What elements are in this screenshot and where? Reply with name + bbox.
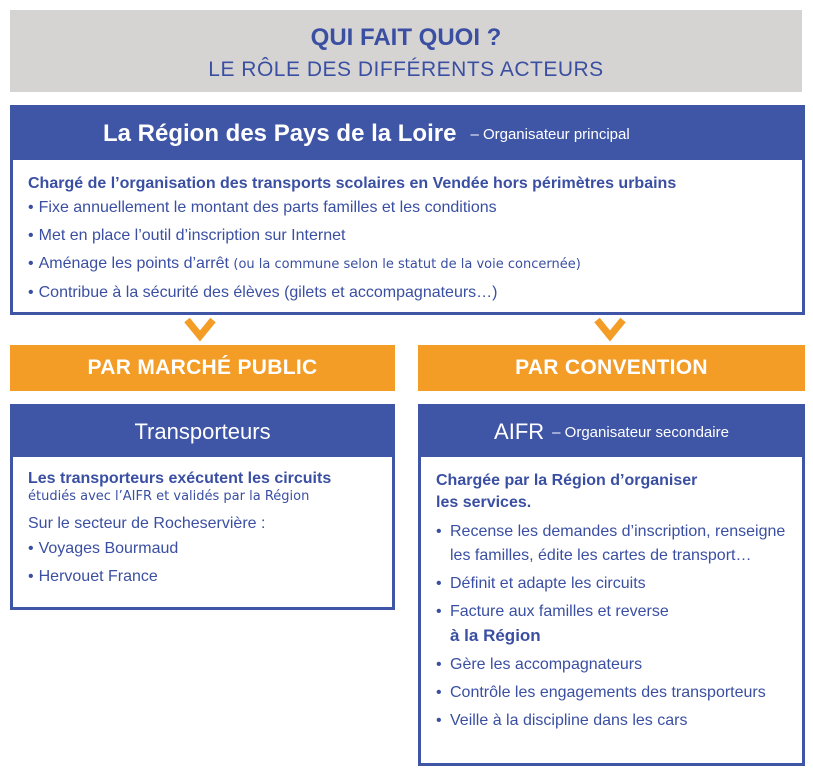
aifr-lead: [436, 470, 802, 514]
region-item-text: Fixe annuellement le montant des parts familles et les conditions: [38, 199, 497, 216]
transporteur-name: Voyages Bourmaud: [38, 540, 179, 557]
transporteurs-lead: Les transporteurs exécutent les circuits: [28, 470, 332, 487]
band-label: PAR MARCHÉ PUBLIC: [87, 356, 318, 379]
list-item: [436, 653, 802, 677]
transporteur-name: Hervouet France: [38, 568, 158, 585]
aifr-lead-line2: les services.: [436, 494, 532, 511]
aifr-item-text: Définit et adapte les circuits: [450, 575, 646, 592]
region-role: – Organisateur principal: [470, 125, 630, 143]
band-marche-public: [10, 345, 395, 391]
list-item: [436, 600, 802, 649]
band-label: PAR CONVENTION: [515, 356, 708, 379]
aifr-item-text: Veille à la discipline dans les cars: [450, 712, 688, 729]
region-lead: Chargé de l’organisation des transports scolaires en Vendée hors périmètres urbains: [28, 175, 677, 192]
aifr-item-text: Gère les accompagnateurs: [450, 656, 643, 673]
page-subtitle: LE RÔLE DES DIFFÉRENTS ACTEURS: [208, 58, 604, 81]
aifr-item-text: Recense les demandes d’inscription, renseigne les familles, édite les cartes de transport…: [450, 523, 786, 564]
down-chevron-icon: [183, 316, 217, 344]
aifr-card: [418, 404, 805, 766]
transporteurs-note: étudiés avec l’AIFR et validés par la Région: [28, 489, 310, 504]
list-item: [436, 681, 802, 705]
list-item: [436, 709, 802, 733]
band-convention: [418, 345, 805, 391]
transporteurs-header: [13, 407, 392, 457]
list-item: [28, 222, 802, 250]
transporteurs-name: Transporteurs: [134, 419, 271, 444]
region-item-text: Contribue à la sécurité des élèves (gilets et accompagnateurs…): [38, 284, 498, 301]
transporteurs-sector: Sur le secteur de Rocheservière :: [28, 515, 266, 532]
region-header: [13, 108, 802, 160]
region-item-text: Met en place l’outil d’inscription sur Internet: [38, 227, 346, 244]
aifr-item-text: Facture aux familles et reverse: [450, 603, 669, 620]
aifr-lead-line1: Chargée par la Région d’organiser: [436, 472, 698, 489]
list-item: [28, 535, 392, 563]
aifr-header: [421, 407, 802, 457]
transporteurs-card: [10, 404, 395, 610]
transporteurs-body: [13, 457, 392, 591]
list-item: [436, 572, 802, 596]
title-banner: [10, 10, 802, 92]
region-box: [10, 105, 805, 315]
page-title: QUI FAIT QUOI ?: [310, 24, 502, 51]
region-name: La Région des Pays de la Loire: [103, 120, 457, 147]
list-item: [28, 194, 802, 222]
list-item: [436, 520, 802, 568]
list-item: [28, 250, 802, 279]
transporteurs-list: [28, 535, 392, 591]
list-item: [28, 279, 802, 307]
aifr-list: [436, 520, 802, 733]
aifr-role: – Organisateur secondaire: [552, 423, 729, 441]
aifr-item-text: Contrôle les engagements des transporteurs: [450, 684, 766, 701]
aifr-item-tail: à la Région: [450, 626, 541, 645]
region-list: [28, 194, 802, 307]
list-item: [28, 563, 392, 591]
down-chevron-icon: [593, 316, 627, 344]
aifr-body: [421, 457, 802, 733]
region-item-text: Aménage les points d’arrêt: [38, 255, 229, 272]
region-body: [13, 160, 802, 307]
aifr-name: AIFR: [494, 419, 545, 444]
region-item-note: (ou la commune selon le statut de la voie concernée): [233, 257, 581, 272]
